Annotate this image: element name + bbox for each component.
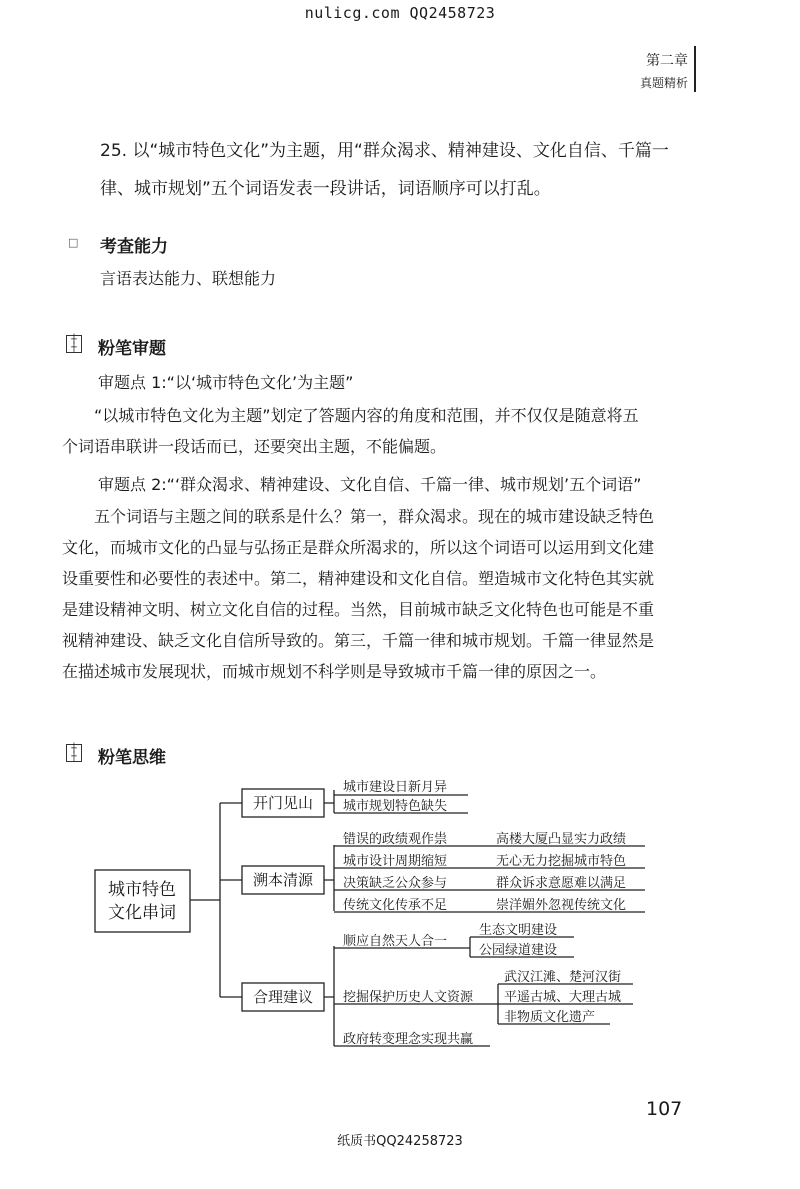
point-1-text-a: “以城市特色文化为主题”划定了答题内容的角度和范围，并不仅仅是随意将五 bbox=[94, 406, 639, 425]
bottom-watermark: 纸质书QQ24258723 bbox=[337, 1134, 463, 1149]
b3-sub-1-item: 生态文明建设 bbox=[479, 923, 558, 938]
b2-cause: 城市设计周期缩短 bbox=[343, 854, 448, 869]
b3-sub-3: 政府转变理念实现共赢 bbox=[343, 1032, 474, 1047]
b2-cause: 决策缺乏公众参与 bbox=[343, 876, 448, 891]
analysis-icon: ┼ ┼ bbox=[66, 335, 82, 353]
b3-sub-1-item: 公园绿道建设 bbox=[479, 943, 558, 958]
point-2-line: 是建设精神文明、树立文化自信的过程。当然，目前城市缺乏文化特色也可能是不重 bbox=[62, 600, 655, 619]
branch-2-label: 溯本清源 bbox=[252, 871, 314, 889]
mindmap-icon: ┼ ┼ bbox=[66, 744, 82, 762]
ability-icon: □ bbox=[68, 236, 79, 249]
ability-title: 考查能力 bbox=[100, 237, 168, 257]
top-watermark: nulicg.com QQ2458723 bbox=[304, 4, 496, 22]
point-1-heading: 审题点 1:“以‘城市特色文化’为主题” bbox=[98, 373, 354, 392]
page-number: 107 bbox=[646, 1098, 683, 1120]
question-line-1: 25. 以“城市特色文化”为主题，用“群众渴求、精神建设、文化自信、千篇一 bbox=[100, 141, 669, 161]
point-2-line: 在描述城市发展现状，而城市规划不科学则是导致城市千篇一律的原因之一。 bbox=[62, 662, 607, 681]
b2-cause: 错误的政绩观作祟 bbox=[343, 832, 448, 847]
question-line-2: 律、城市规划”五个词语发表一段讲话，词语顺序可以打乱。 bbox=[100, 179, 551, 199]
b2-effect: 无心无力挖掘城市特色 bbox=[496, 854, 627, 869]
point-2-line: 五个词语与主题之间的联系是什么？第一，群众渴求。现在的城市建设缺乏特色 bbox=[94, 507, 655, 526]
point-2-heading: 审题点 2:“‘群众渴求、精神建设、文化自信、千篇一律、城市规划’五个词语” bbox=[98, 475, 642, 494]
analysis-title: 粉笔审题 bbox=[98, 339, 166, 359]
b2-cause: 传统文化传承不足 bbox=[343, 898, 448, 913]
point-1-text-b: 个词语串联讲一段话而已，还要突出主题，不能偏题。 bbox=[62, 437, 447, 456]
chapter-label: 第二章 bbox=[646, 53, 688, 69]
b2-effect: 崇洋媚外忽视传统文化 bbox=[496, 898, 627, 913]
point-2-line: 文化，而城市文化的凸显与弘扬正是群众所渴求的，所以这个词语可以运用到文化建 bbox=[62, 538, 655, 557]
branch-3-label: 合理建议 bbox=[252, 988, 314, 1006]
point-2-line: 设重要性和必要性的表述中。第二，精神建设和文化自信。塑造城市文化特色其实就 bbox=[62, 569, 655, 588]
b3-sub-2-item: 武汉江滩、楚河汉街 bbox=[504, 970, 622, 985]
ability-text: 言语表达能力、联想能力 bbox=[100, 269, 277, 288]
root-line-1: 城市特色 bbox=[108, 880, 176, 900]
b3-sub-2: 挖掘保护历史人文资源 bbox=[343, 990, 474, 1005]
mindmap-title: 粉笔思维 bbox=[98, 748, 166, 768]
b1-item: 城市建设日新月异 bbox=[343, 780, 448, 795]
branch-1-label: 开门见山 bbox=[252, 794, 314, 812]
b3-sub-1: 顺应自然天人合一 bbox=[343, 934, 448, 949]
root-line-2: 文化串词 bbox=[108, 903, 176, 923]
b3-sub-2-item: 平遥古城、大理古城 bbox=[504, 990, 622, 1005]
section-label: 真题精析 bbox=[639, 76, 688, 90]
point-2-line: 视精神建设、缺乏文化自信所导致的。第三，千篇一律和城市规划。千篇一律显然是 bbox=[62, 631, 655, 650]
b2-effect: 高楼大厦凸显实力政绩 bbox=[496, 832, 627, 847]
b2-effect: 群众诉求意愿难以满足 bbox=[496, 876, 627, 891]
b1-item: 城市规划特色缺失 bbox=[343, 799, 448, 814]
b3-sub-2-item: 非物质文化遗产 bbox=[504, 1010, 596, 1025]
